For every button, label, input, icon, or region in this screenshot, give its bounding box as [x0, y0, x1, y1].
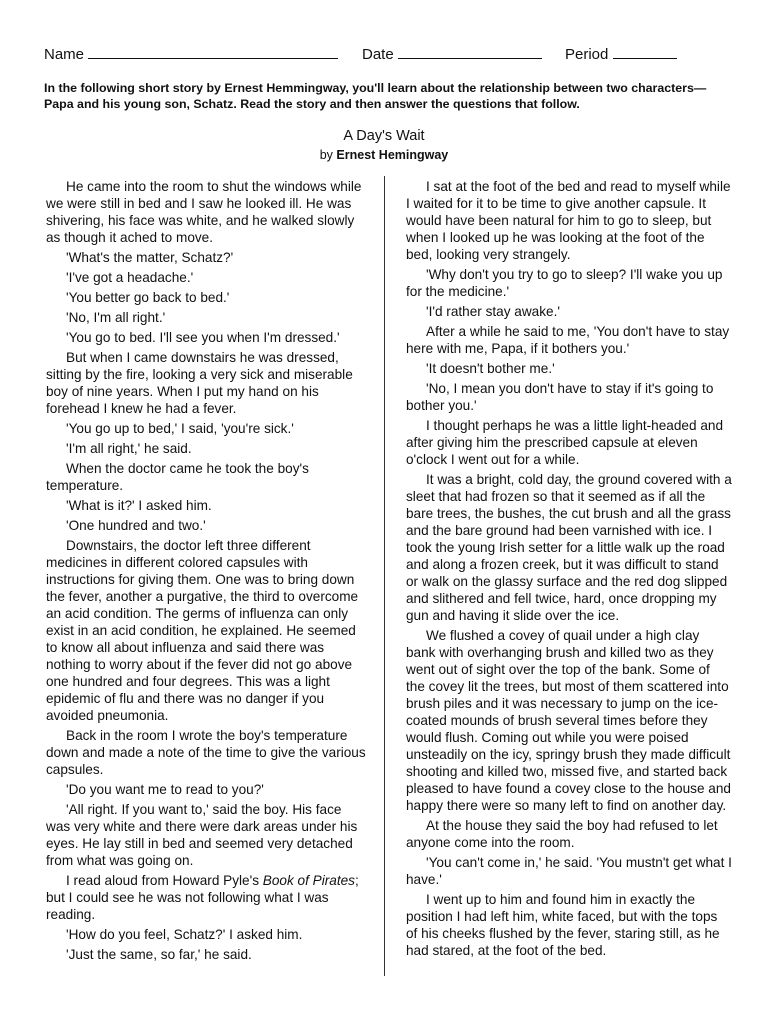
- story-paragraph: 'What's the matter, Schatz?': [66, 250, 234, 265]
- story-paragraph: I thought perhaps he was a little light-headed and after giving him the prescribed capsule at eleven o'clock I went out for a while.: [406, 418, 724, 467]
- story-paragraph: But when I came downstairs he was dressed, sitting by the fire, looking a very sick and miserable boy of nine years. When I put my hand on his forehead I knew he had a fever.: [46, 350, 353, 416]
- story-paragraph: 'You go up to bed,' I said, 'you're sick.': [66, 421, 294, 436]
- date-label: Date: [362, 46, 394, 63]
- story-column-left: [46, 178, 368, 966]
- story-paragraph: 'I'd rather stay awake.': [426, 304, 560, 319]
- byline-prefix: by: [319, 148, 333, 162]
- story-paragraph: 'It doesn't bother me.': [426, 361, 555, 376]
- story-paragraph: 'All right. If you want to,' said the boy. His face was very white and there were dark areas under his eyes. He lay still in bed and seemed very detached from what was going on.: [46, 802, 358, 868]
- story-paragraph: We flushed a covey of quail under a high clay bank with overhanging brush and killed two as they went out of sight over the top of the bank. Some of the covey lit the trees, but most of them scattered into brush piles and it was necessary to jump on the ice-coated mounds of brush several times before they would flush. Coming out while you were poised unsteadily on the icy, springy brush they made difficult shooting and killed two, missed five, and started back pleased to have found a covey close to the house and happy there were so many left to find on another day.: [406, 628, 731, 813]
- story-paragraph: At the house they said the boy had refused to let anyone come into the room.: [406, 818, 718, 850]
- story-column-right: [406, 178, 732, 962]
- date-blank-line[interactable]: [398, 44, 542, 59]
- story-paragraph: 'I've got a headache.': [66, 270, 194, 285]
- story-paragraph: 'One hundred and two.': [66, 518, 206, 533]
- column-divider: [384, 176, 385, 976]
- period-label: Period: [565, 46, 609, 63]
- story-author: Ernest Hemingway: [336, 148, 449, 162]
- story-paragraph: It was a bright, cold day, the ground covered with a sleet that had frozen so that it seemed as if all the bare trees, the bushes, the cut brush and all the grass and the bare ground had been varnished with ice. I took the young Irish setter for a little walk up the road and along a frozen creek, but it was difficult to stand or walk on the glassy surface and the red dog slipped and slithered and fell twice, hard, once dropping my gun and having it slide over the ice.: [406, 472, 732, 623]
- story-paragraph: Back in the room I wrote the boy's temperature down and made a note of the time to give the various capsules.: [46, 728, 366, 777]
- story-byline: [0, 148, 768, 162]
- story-paragraph: 'No, I mean you don't have to stay if it's going to bother you.': [406, 381, 714, 413]
- story-paragraph: 'You go to bed. I'll see you when I'm dressed.': [66, 330, 340, 345]
- story-paragraph: I went up to him and found him in exactly the position I had left him, white faced, but with the tops of his cheeks flushed by the fever, staring still, as he had stared, at the foot of the bed.: [406, 892, 720, 958]
- period-blank-line[interactable]: [613, 44, 677, 59]
- story-paragraph: 'Just the same, so far,' he said.: [66, 947, 252, 962]
- story-paragraph: When the doctor came he took the boy's temperature.: [46, 461, 309, 493]
- story-paragraph: 'Do you want me to read to you?': [66, 782, 264, 797]
- story-paragraph: 'No, I'm all right.': [66, 310, 166, 325]
- student-info-row: [44, 44, 734, 68]
- story-paragraph: After a while he said to me, 'You don't have to stay here with me, Papa, if it bothers you.': [406, 324, 730, 356]
- date-field[interactable]: [362, 44, 542, 63]
- story-paragraph: 'I'm all right,' he said.: [66, 441, 192, 456]
- story-paragraph: Downstairs, the doctor left three different medicines in different colored capsules with instructions for giving them. One was to bring down the fever, another a purgative, the third to overcome an acid condition. The germs of influenza can only exist in an acid condition, he explained. He seemed to know all about influenza and said there was nothing to worry about if the fever did not go above one hundred and four degrees. This was a light epidemic of flu and there was no danger if you avoided pneumonia.: [46, 538, 359, 723]
- story-paragraph: I read aloud from Howard Pyle's Book of Pirates; but I could see he was not following what I was reading.: [46, 873, 359, 922]
- instructions-text: In the following short story by Ernest Hemmingway, you'll learn about the relationship between two characters—Papa and his young son, Schatz. Read the story and then answer the questions that follow.: [44, 81, 707, 111]
- story-paragraph: 'Why don't you try to go to sleep? I'll wake you up for the medicine.': [406, 267, 723, 299]
- name-blank-line[interactable]: [88, 44, 338, 59]
- story-title: A Day's Wait: [343, 128, 425, 144]
- story-paragraph: 'You can't come in,' he said. 'You mustn't get what I have.': [406, 855, 732, 887]
- name-field[interactable]: [44, 44, 338, 63]
- story-paragraph: 'How do you feel, Schatz?' I asked him.: [66, 927, 303, 942]
- book-title: Book of Pirates: [262, 873, 355, 888]
- name-label: Name: [44, 46, 85, 63]
- story-paragraph: I sat at the foot of the bed and read to myself while I waited for it to be time to give another capsule. It would have been natural for him to go to sleep, but when I looked up he was looking at the foot of the bed, looking very strangely.: [406, 179, 731, 262]
- period-field[interactable]: [565, 44, 677, 63]
- story-paragraph: 'You better go back to bed.': [66, 290, 230, 305]
- story-paragraph: He came into the room to shut the windows while we were still in bed and I saw he looked ill. He was shivering, his face was white, and he walked slowly as though it ached to move.: [46, 179, 362, 245]
- story-paragraph: 'What is it?' I asked him.: [66, 498, 212, 513]
